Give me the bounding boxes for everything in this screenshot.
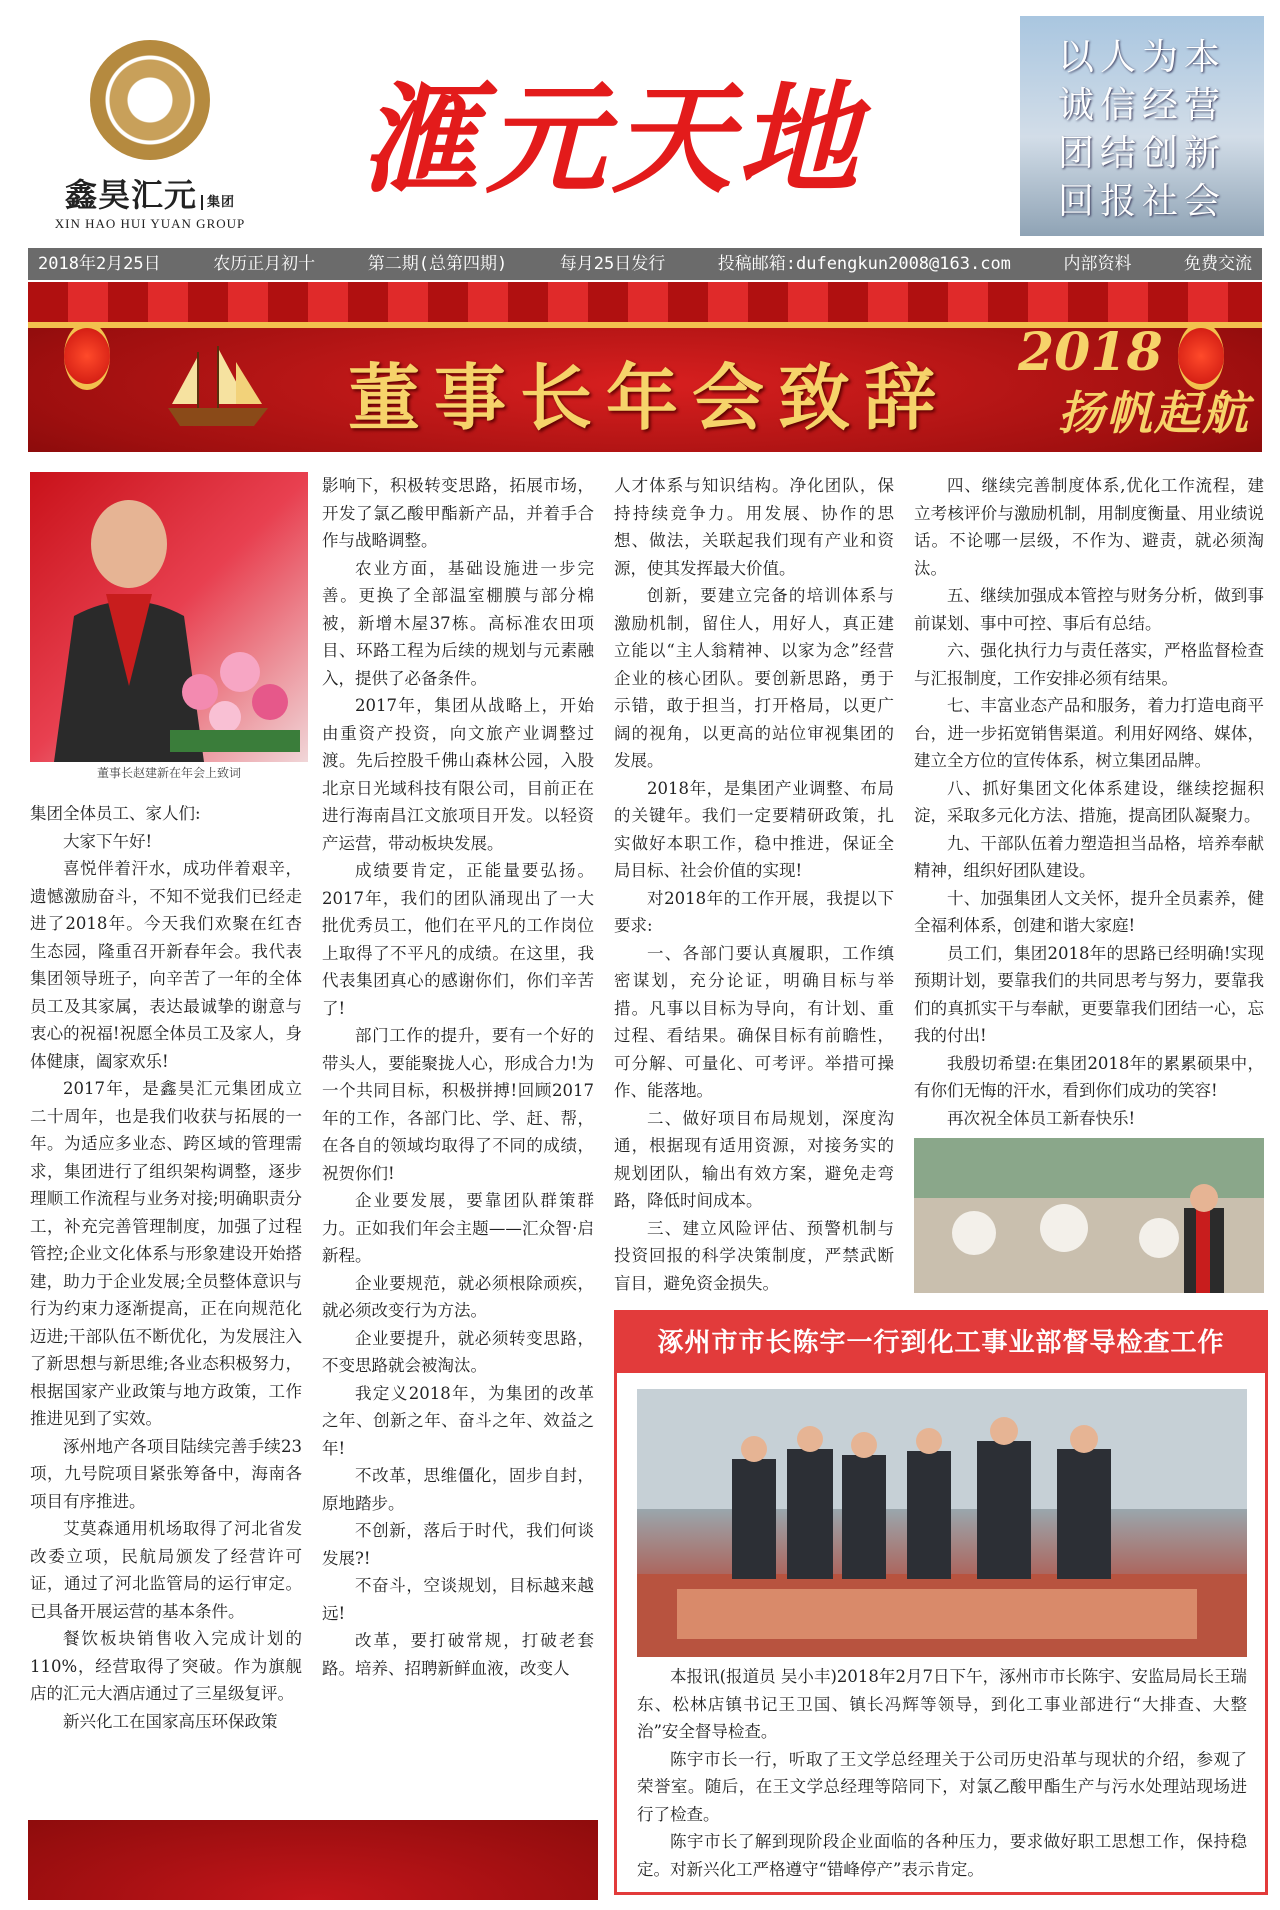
article-paragraph: 艾莫森通用机场取得了河北省发改委立项，民航局颁发了经营许可证，通过了河北监管局的运行审定。已具备开展运营的基本条件。 [30,1519,302,1621]
article-paragraph: 企业要发展，要靠团队群策群力。正如我们年会主题——汇众智·启新程。 [322,1191,594,1265]
article-paragraph: 八、抓好集团文化体系建设，继续挖掘积淀，采取多元化方法、措施，提高团队凝聚力。 [914,778,1264,825]
new-year-banquet-photo [914,1138,1264,1293]
chairman-speech-photo [30,472,308,762]
banner-slogan: 扬帆起航 [1058,386,1250,440]
newspaper-title: 滙元天地 [360,69,864,210]
article-paragraph: 喜悦伴着汗水，成功伴着艰辛，遗憾激励奋斗，不知不觉我们已经走进了2018年。今天我们欢聚在红杏生态园，隆重召开新春年会。我代表集团领导班子，向辛苦了一年的全体员工及其家属，表达最诚挚的谢意与衷心的祝福!祝愿全体员工及家人，身体健康，阖家欢乐! [30,859,302,1071]
issue-frequency: 每月25日发行 [559,254,666,274]
group-logo [40,40,260,230]
article-paragraph: 不改革，思维僵化，固步自封，原地踏步。 [322,1466,594,1513]
news-paragraph: 陈宇市长一行，听取了王文学总经理关于公司历史沿革与现状的介绍，参观了荣誉室。随后，在王文学总经理等陪同下，对氯乙酸甲酯生产与污水处理站现场进行了检查。 [637,1749,1247,1824]
banner-title: 董事长年会致辞 [348,355,951,440]
price-note: 免费交流 [1183,254,1252,274]
article-paragraph: 2018年，是集团产业调整、布局的关键年。我们一定要精研政策，扎实做好本职工作，稳中推进，保证全局目标、社会价值的实现! [614,778,894,880]
article-column-1 [30,800,302,1810]
circulation-note: 内部资料 [1063,254,1132,274]
article-paragraph: 农业方面，基础设施进一步完善。更换了全部温室棚膜与部分棉被，新增木屋37栋。高标准农田项目、环路工程为后续的规划与元素融入，提供了必备条件。 [322,558,594,688]
article-paragraph: 一、各部门要认真履职，工作缜密谋划，充分论证，明确目标与举措。凡事以目标为导向，有计划、重过程、看结果。确保目标有前瞻性，可分解、可量化、可考评。举措可操作、能落地。 [614,943,894,1100]
news-body [637,1663,1247,1888]
article-paragraph: 人才体系与知识结构。净化团队，保持持续竞争力。用发展、协作的思想、做法，关联起我们现有产业和资源，使其发挥最大价值。 [614,476,894,578]
lantern-icon [64,322,110,390]
headline-banner [28,282,1262,452]
article-paragraph: 对2018年的工作开展，我提以下要求: [614,888,894,935]
article-paragraph: 企业要提升，就必须转变思路，不变思路就会被淘汰。 [322,1328,594,1375]
article-paragraph: 大家下午好! [63,831,153,851]
motto-line: 回报社会 [1057,181,1226,222]
article-paragraph: 创新，要建立完备的培训体系与激励机制，留住人，用好人，真正建立能以“主人翁精神、以家为念”经营企业的核心团队。要创新思路，勇于示错，敢于担当，打开格局，以更广阔的视角，以更高的站位审视集团的发展。 [614,586,894,770]
article-paragraph: 九、干部队伍着力塑造担当品格，培养奉献精神，组织好团队建设。 [914,833,1264,880]
logo-name: 鑫昊汇元 [64,176,197,214]
article-paragraph: 影响下，积极转变思路，拓展市场，开发了氯乙酸甲酯新产品，并着手合作与战略调整。 [322,476,594,550]
article-column-3 [614,472,894,1302]
article-paragraph: 企业要规范，就必须根除顽疾，就必须改变行为方法。 [322,1273,594,1320]
issue-number: 第二期(总第四期) [367,254,508,274]
motto-line: 以人为本 [1057,37,1226,78]
article-paragraph: 不创新，落后于时代，我们何谈发展?! [322,1521,594,1568]
logo-english-name: XIN HAO HUI YUAN GROUP [54,216,246,231]
banquet-scene [914,1138,1264,1293]
decorative-footer [28,1820,598,1900]
article-paragraph: 成绩要肯定，正能量要弘扬。2017年，我们的团队涌现出了一大批优秀员工，他们在平凡的工作岗位上取得了不平凡的成绩。在这里，我代表集团真心的感谢你们，你们辛苦了! [322,861,594,1018]
article-paragraph: 我殷切希望:在集团2018年的累累硕果中，有你们无悔的汗水，看到你们成功的笑容! [914,1053,1264,1100]
article-paragraph: 我定义2018年，为集团的改革之年、创新之年、奋斗之年、效益之年! [322,1383,594,1458]
article-paragraph: 2017年，集团从战略上，开始由重资产投资，向文旅产业调整过渡。先后控股千佛山森林公园，入股北京日光域科技有限公司，目前正在进行海南昌江文旅项目开发。以轻资产运营，带动板块发展。 [322,696,594,853]
banner-year: 2018 [1018,322,1163,383]
motto-line: 诚信经营 [1057,85,1226,126]
news-paragraph: 本报讯(报道员 吴小丰)2018年2月7日下午，涿州市市长陈宇、安监局局长王瑞东、松林店镇书记王卫国、镇长冯辉等领导，到化工事业部进行“大排查、大整治”安全督导检查。 [637,1667,1247,1741]
article-paragraph: 涿州地产各项目陆续完善手续23项，九号院项目紧张筹备中，海南各项目有序推进。 [30,1436,302,1511]
article-paragraph: 改革，要打破常规，打破老套路。培养、招聘新鲜血液，改变人 [322,1631,594,1678]
news-headline: 涿州市市长陈宇一行到化工事业部督导检查工作 [617,1313,1265,1373]
inspection-photo [637,1389,1247,1657]
article-paragraph: 三、建立风险评估、预警机制与投资回报的科学决策制度，严禁武断盲目，避免资金损失。 [614,1218,894,1293]
news-paragraph: 陈宇市长了解到现阶段企业面临的各种压力，要求做好职工思想工作，保持稳定。对新兴化工严格遵守“错峰停产”表示肯定。 [637,1832,1247,1879]
flower-arrangement [170,642,300,752]
photo-caption: 董事长赵建新在年会上致词 [96,766,241,780]
article-paragraph: 十、加强集团人文关怀，提升全员素养，健全福利体系，创建和谐大家庭! [914,888,1264,935]
motto-panel [1020,16,1264,236]
article-paragraph: 部门工作的提升，要有一个好的带头人，要能聚拢人心，形成合力!为一个共同目标，积极拼搏!回顾2017年的工作，各部门比、学、赶、帮，在各自的领域均取得了不同的成绩，祝贺你们! [322,1026,594,1183]
inspection-scene [637,1389,1247,1657]
article-paragraph: 员工们，集团2018年的思路已经明确!实现预期计划，要靠我们的共同思考与努力，要靠我们的真抓实干与奉献，更要靠我们团结一心，忘我的付出! [914,943,1264,1045]
article-paragraph: 四、继续完善制度体系,优化工作流程，建立考核评价与激励机制，用制度衡量、用业绩说话。不论哪一层级，不作为、避责，就必须淘汰。 [914,476,1264,578]
news-story-box [614,1310,1268,1895]
submission-email: 投稿邮箱:dufengkun2008@163.com [717,254,1011,274]
article-paragraph: 再次祝全体员工新春快乐! [947,1108,1136,1128]
logo-emblem-icon [90,40,210,160]
lunar-date: 农历正月初十 [213,254,316,274]
article-paragraph: 不奋斗，空谈规划，目标越来越远! [322,1576,594,1623]
article-paragraph: 新兴化工在国家高压环保政策 [63,1711,278,1731]
logo-group-mark: 集团 [201,195,235,210]
article-paragraph: 二、做好项目布局规划，深度沟通，根据现有适用资源，对接务实的规划团队，输出有效方案，避免走弯路，降低时间成本。 [614,1108,894,1210]
article-paragraph: 五、继续加强成本管控与财务分析，做到事前谋划、事中可控、事后有总结。 [914,586,1264,633]
article-paragraph: 2017年，是鑫昊汇元集团成立二十周年，也是我们收获与拓展的一年。为适应多业态、跨区域的管理需求，集团进行了组织架构调整，逐步理顺工作流程与业务对接;明确职责分工，补充完善管理制度，加强了过程管控;企业文化体系与形象建设开始搭建，助力于企业发展;全员整体意识与行为约束力逐渐提高，正在向规范化迈进;干部队伍不断优化，为发展注入了新思想与新思维;各业态积极努力，根据国家产业政策与地方政策，工作推进见到了实效。 [30,1079,302,1428]
motto-line: 团结创新 [1057,133,1226,174]
issue-date: 2018年2月25日 [38,254,161,274]
article-column-4 [914,472,1264,1130]
sailing-ship-icon [158,342,278,432]
article-column-2 [322,472,594,1822]
article-paragraph: 集团全体员工、家人们: [30,804,201,823]
issue-info-bar [28,248,1262,280]
article-paragraph: 餐饮板块销售收入完成计划的110%，经营取得了突破。作为旗舰店的汇元大酒店通过了三星级复评。 [30,1629,302,1703]
article-paragraph: 六、强化执行力与责任落实，严格监督检查与汇报制度，工作安排必须有结果。 [914,641,1264,688]
article-paragraph: 七、丰富业态产品和服务，着力打造电商平台，进一步拓宽销售渠道。利用好网络、媒体，建立全方位的宣传体系，树立集团品牌。 [914,696,1264,770]
